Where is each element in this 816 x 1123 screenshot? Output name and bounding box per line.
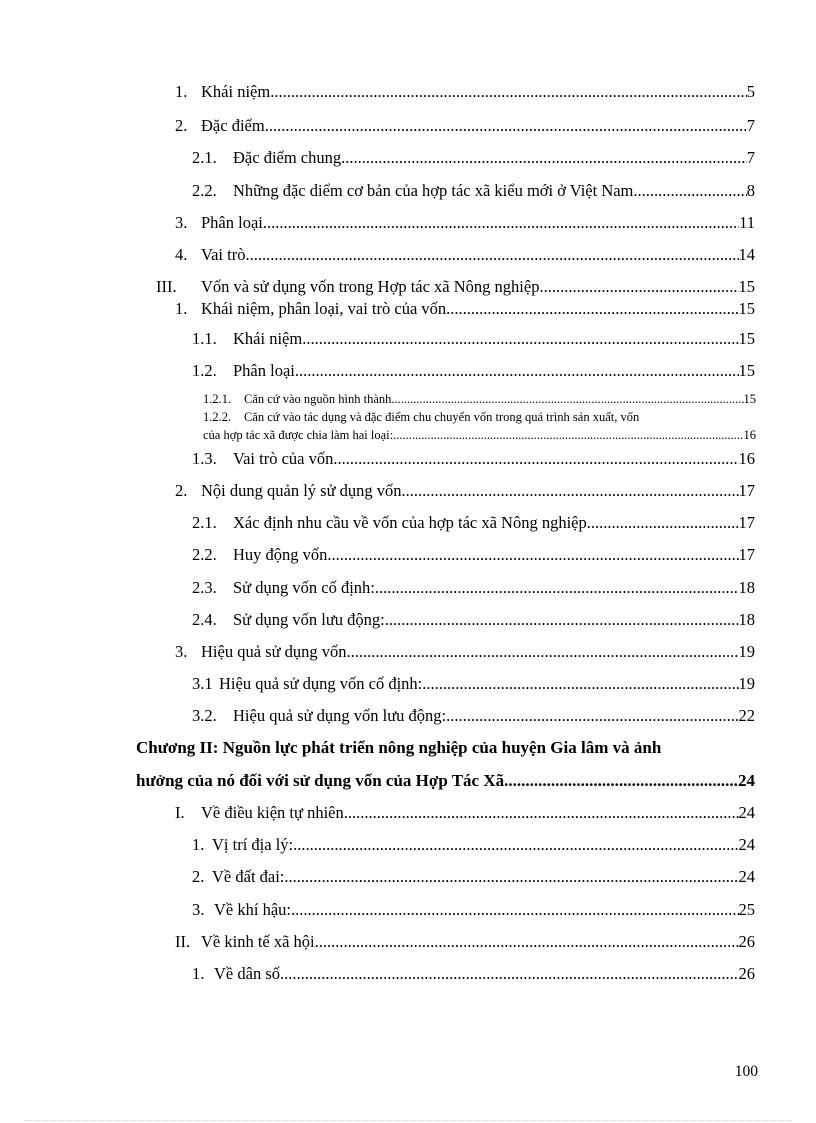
toc-entry[interactable] [192,361,755,381]
toc-leader [446,299,738,319]
toc-leader [291,900,739,920]
toc-number: 1.1. [192,329,217,348]
toc-leader [375,578,739,598]
toc-page: 15 [738,361,755,380]
toc-leader [633,181,746,201]
toc-title: Phân loại [201,213,263,232]
toc-page: 19 [738,642,755,661]
toc-page: 11 [739,213,755,232]
toc-page: 19 [738,674,755,693]
toc-entry[interactable] [192,867,755,887]
toc-leader [344,803,739,823]
toc-title: Chương II: Nguồn lực phát triển nông nghiệp của huyện Gia lâm và ảnh [136,738,662,757]
toc-number: III. [156,277,177,296]
toc-number: 2.1. [192,148,217,167]
toc-number: 2.1. [192,513,217,532]
toc-leader [393,428,743,443]
toc-title: Nội dung quản lý sử dụng vốn [201,481,402,500]
toc-page: 24 [738,771,755,790]
toc-title: Hiệu quả sử dụng vốn lưu động: [233,706,447,725]
toc-title: Đặc điểm [201,116,265,135]
toc-entry[interactable] [192,674,755,694]
toc-page: 8 [746,181,755,200]
toc-leader [284,867,738,887]
toc-number: 1. [175,82,188,101]
toc-title-continued: hưởng của nó đối với sử dụng vốn của Hợp Tác Xã [136,771,505,790]
toc-leader [446,706,738,726]
toc-page: 24 [738,803,755,822]
toc-number: 3. [192,900,205,919]
toc-page: 15 [738,329,755,348]
toc-page: 18 [738,610,755,629]
toc-number: 1. [192,964,205,983]
toc-entry[interactable] [175,213,755,233]
toc-page: 26 [738,964,755,983]
toc-page: 24 [738,835,755,854]
toc-page: 25 [738,900,755,919]
toc-title: Những đặc diểm cơ bản của hợp tác xã kiểu mới ở Việt Nam [233,181,634,200]
toc-number: 1.2.2. [203,410,232,424]
toc-leader [539,277,738,297]
toc-title: Khái niệm [233,329,303,348]
toc-title: Về đất đai: [212,867,285,886]
toc-page: 26 [738,932,755,951]
toc-title: Về kinh tế xã hội [201,932,315,951]
toc-entry[interactable] [156,277,755,297]
toc-chapter-line2[interactable] [136,771,755,791]
toc-leader [391,392,743,407]
toc-entry[interactable] [203,392,756,407]
toc-leader [327,545,738,565]
toc-entry[interactable] [175,932,755,952]
toc-entry[interactable] [192,578,755,598]
toc-leader [293,835,738,855]
toc-page: 16 [738,449,755,468]
toc-entry[interactable] [192,835,755,855]
toc-leader [295,361,739,381]
toc-number: 2.2. [192,545,217,564]
toc-page: 15 [743,392,756,406]
toc-page: 5 [746,82,755,101]
toc-entry[interactable] [192,964,755,984]
toc-leader [280,964,739,984]
toc-number: 3. [175,213,188,232]
toc-title: Sử dụng vốn lưu động: [233,610,385,629]
toc-number: 2. [192,867,205,886]
toc-leader [315,932,739,952]
toc-page: 24 [738,867,755,886]
toc-entry[interactable] [175,299,755,319]
toc-title: Vị trí địa lý: [212,835,294,854]
toc-number: 4. [175,245,188,264]
toc-leader [504,771,738,791]
toc-page: 18 [738,578,755,597]
toc-leader [385,610,739,630]
toc-leader [245,245,738,265]
toc-leader [587,513,739,533]
toc-title: Huy động vốn [233,545,328,564]
toc-chapter-line1[interactable] [136,738,661,758]
toc-page: 17 [738,481,755,500]
toc-number: I. [175,803,185,822]
toc-entry[interactable] [192,329,755,349]
toc-number: 1.2. [192,361,217,380]
toc-page: 15 [738,299,755,318]
toc-number: 2.4. [192,610,217,629]
toc-number: 1. [192,835,205,854]
page-bottom-divider [24,1120,792,1121]
toc-page: 14 [738,245,755,264]
toc-leader [302,329,738,349]
toc-number: 1.3. [192,449,217,468]
toc-entry[interactable] [192,513,755,533]
toc-number: 2. [175,481,188,500]
toc-number: II. [175,932,191,951]
toc-entry[interactable] [175,481,755,501]
toc-page: 15 [738,277,755,296]
toc-title: Khái niệm, phân loại, vai trò của vốn [201,299,447,318]
toc-entry[interactable] [175,803,755,823]
toc-number: 2.3. [192,578,217,597]
toc-title: Vai trò [201,245,246,264]
toc-page: 7 [746,116,755,135]
toc-page: 7 [746,148,755,167]
toc-leader [347,642,739,662]
toc-title: Hiệu quả sử dụng vốn cố định: [219,674,423,693]
toc-leader [402,481,739,501]
toc-entry[interactable] [192,545,755,565]
toc-title: Vai trò của vốn [233,449,334,468]
toc-number: 3. [175,642,188,661]
toc-number: 1. [175,299,188,318]
toc-title: Về điều kiện tự nhiên [201,803,344,822]
toc-entry-line1[interactable] [203,410,639,425]
toc-page: 22 [738,706,755,725]
toc-leader [263,213,739,233]
toc-title-continued: của hợp tác xã được chia làm hai loại: [203,428,394,442]
toc-leader [265,116,747,136]
toc-entry[interactable] [175,82,755,102]
toc-entry[interactable] [175,116,755,136]
toc-leader [341,148,747,168]
toc-entry[interactable] [192,148,755,168]
toc-title: Sử dụng vốn cố định: [233,578,375,597]
toc-entry[interactable] [192,706,755,726]
toc-title: Vốn và sử dụng vốn trong Hợp tác xã Nông nghiệp [201,277,540,296]
toc-page: 17 [738,545,755,564]
toc-leader [270,82,747,102]
toc-number: 1.2.1. [203,392,232,406]
toc-title: Hiệu quả sử dụng vốn [201,642,347,661]
toc-page: 16 [743,428,756,442]
toc-entry[interactable] [192,449,755,469]
toc-title: Đặc điểm chung [233,148,342,167]
toc-title: Về dân số [214,964,280,983]
toc-entry[interactable] [192,181,755,201]
toc-entry[interactable] [175,245,755,265]
page-number: 100 [734,1063,758,1080]
toc-title: Căn cứ vào tác dụng và đặc điểm chu chuyển vốn trong quá trình sản xuất, vốn [244,410,640,424]
toc-leader [422,674,738,694]
toc-title: Khái niệm [201,82,271,101]
toc-number: 3.1 [192,674,213,693]
toc-number: 2.2. [192,181,217,200]
toc-entry[interactable] [192,900,755,920]
toc-number: 2. [175,116,188,135]
toc-title: Xác định nhu cầu về vốn của hợp tác xã Nông nghiệp [233,513,587,532]
toc-number: 3.2. [192,706,217,725]
toc-entry-line2[interactable] [203,428,756,443]
toc-entry[interactable] [175,642,755,662]
toc-title: Về khí hậu: [214,900,291,919]
toc-title: Căn cứ vào nguồn hình thành [244,392,392,406]
toc-leader [333,449,738,469]
toc-page: 17 [738,513,755,532]
toc-title: Phân loại [233,361,295,380]
toc-entry[interactable] [192,610,755,630]
